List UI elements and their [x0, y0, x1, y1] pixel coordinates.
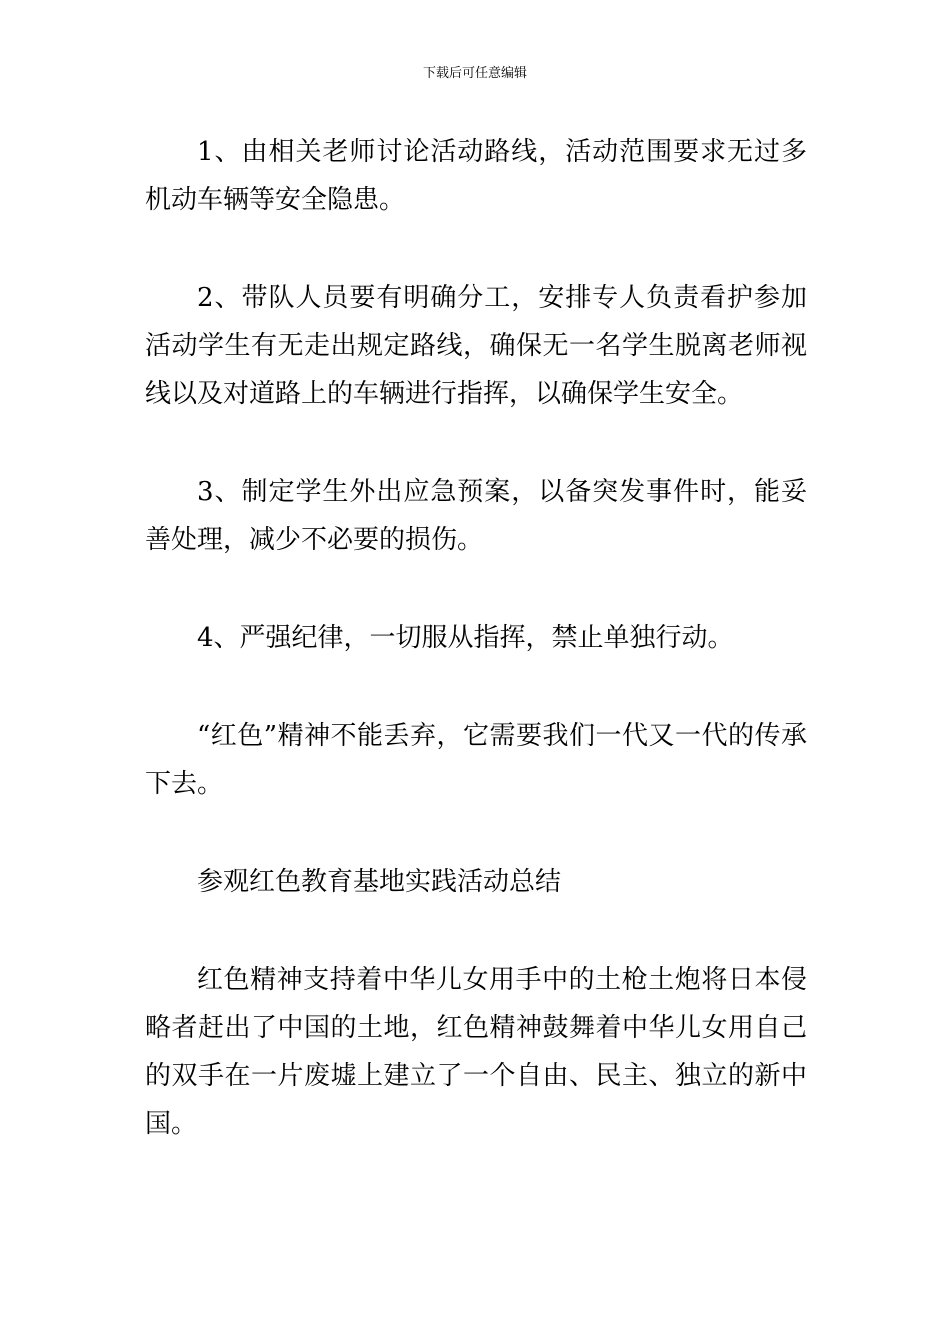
- paragraph-rule-2: 2、带队人员要有明确分工，安排专人负责看护参加活动学生有无走出规定路线，确保无一名学生脱离老师视线以及对道路上的车辆进行指挥，以确保学生安全。: [145, 283, 807, 409]
- paragraph-rule-1: 1、由相关老师讨论活动路线，活动范围要求无过多机动车辆等安全隐患。: [145, 137, 807, 215]
- page-header: 下载后可任意编辑: [422, 66, 527, 81]
- paragraph-rule-3: 3、制定学生外出应急预案，以备突发事件时，能妥善处理，减少不必要的损伤。: [145, 477, 807, 555]
- section-title: 参观红色教育基地实践活动总结: [197, 867, 562, 897]
- document-body: [145, 128, 807, 1198]
- paragraph-summary: 红色精神支持着中华儿女用手中的土枪土炮将日本侵略者赶出了中国的土地，红色精神鼓舞着中华儿女用自己的双手在一片废墟上建立了一个自由、民主、独立的新中国。: [145, 965, 807, 1139]
- paragraph-red-spirit: “红色”精神不能丢弃，它需要我们一代又一代的传承下去。: [145, 721, 807, 799]
- paragraph-rule-4: 4、严强纪律，一切服从指挥，禁止单独行动。: [197, 623, 734, 653]
